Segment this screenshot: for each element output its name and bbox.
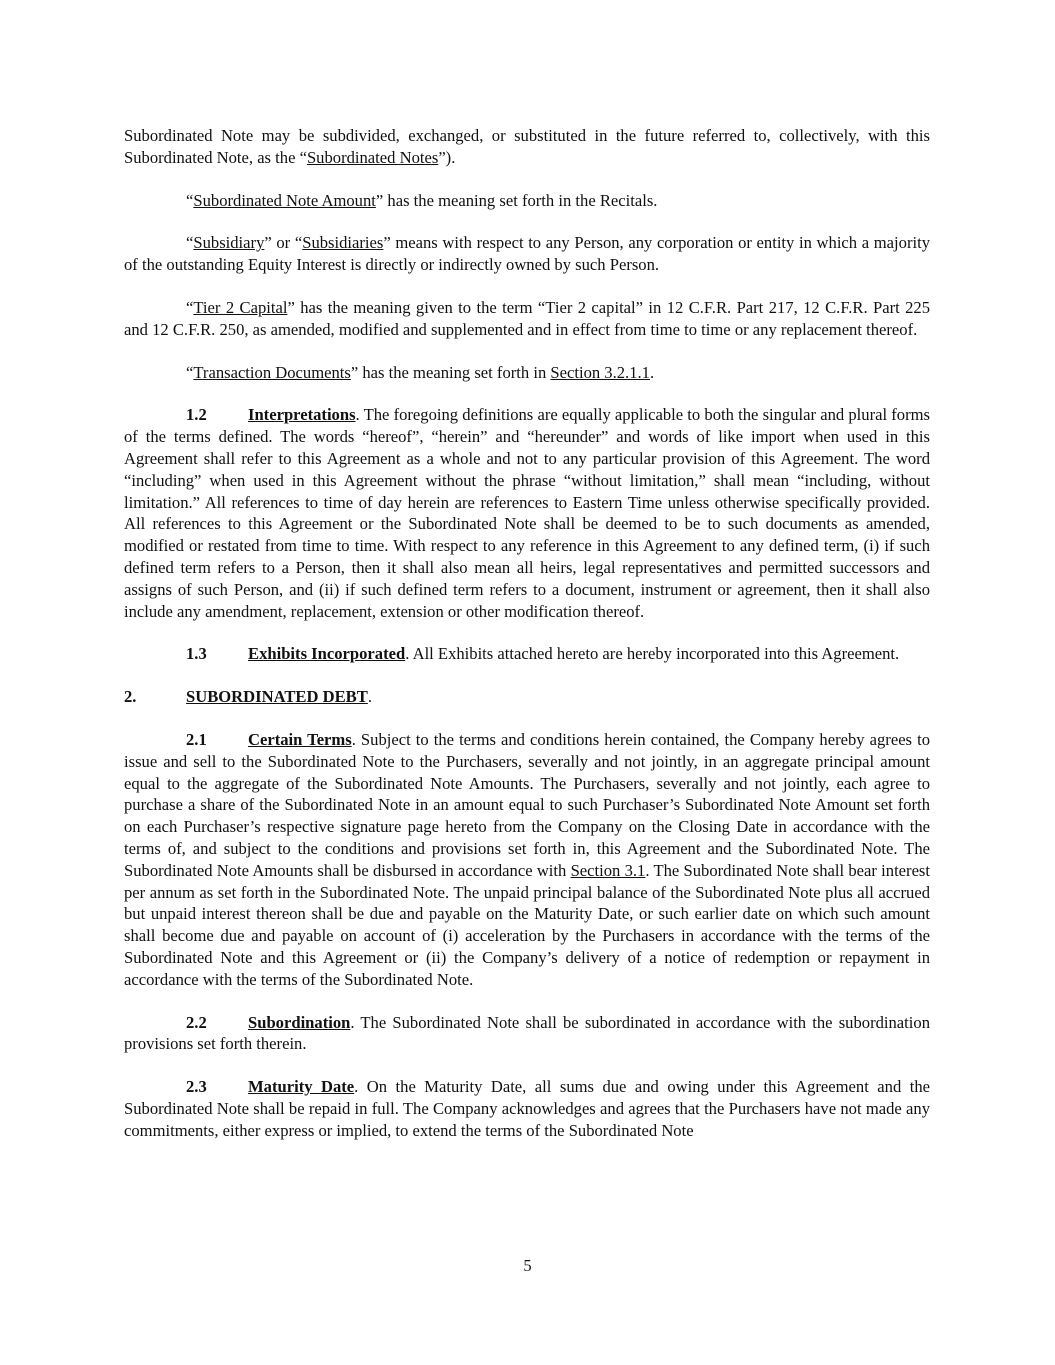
section-1-2 (124, 404, 930, 622)
definition-text: ” has the meaning given to the term “Tier 2 capital” in 12 C.F.R. Part 217, 12 C.F.R. Part 225 and 12 C.F.R. 250, as amended, modified and supplemented and in effect from time to time or any replacement thereof. (124, 297, 930, 339)
definition-transaction-documents: “Transaction Documents” has the meaning set forth in Section 3.2.1.1. (186, 362, 655, 382)
section-number: 2. (124, 687, 137, 707)
section-text: . On the Maturity Date, all sums due and owing under this Agreement and the Subordinated Note shall be repaid in full. The Company acknowledges and agrees that the Purchasers have not made any commitments, either express or implied, to extend the terms of the Subordinated Note (124, 1077, 930, 1140)
section-text: . Subject to the terms and conditions herein contained, the Company hereby agrees to issue and sell to the Subordinated Note to the Purchasers, severally and not jointly, in an aggregate principal amount equal to the aggregate of the Subordinated Note Amounts. The Purchasers, severally and not jointly, each agree to purchase a share of the Subordinated Note in an amount equal to such Purchaser’s Subordinated Note Amount set forth on each Purchaser’s respective signature page hereto from the Company on the Closing Date in accordance with the terms of, and subject to the conditions and provisions set forth in, this Agreement and the Subordinated Note. The Subordinated Note Amounts shall be disbursed in accordance with (124, 729, 930, 880)
section-title: SUBORDINATED DEBT (186, 687, 368, 707)
section-reference: Section 3.1 (570, 860, 646, 880)
section-reference: Section 3.2.1.1 (550, 362, 650, 382)
definition-subordinated-note-amount: “Subordinated Note Amount” has the meaning set forth in the Recitals. (186, 190, 658, 210)
defined-term: Tier 2 Capital (193, 297, 288, 317)
paragraph-intro (124, 125, 930, 169)
defined-term: Subordinated Notes (306, 147, 439, 167)
section-number: 1.2 (186, 405, 207, 425)
section-2-2 (124, 1012, 930, 1056)
definition-tier-2-capital: “Tier 2 Capital” has the meaning given to the term “Tier 2 capital” in 12 C.F.R. Part 217, 12 C.F.R. Part 225 and 12 C.F.R. 250, as amended, modified and supplemented and in effect from time to time or any replacement thereof. (124, 297, 930, 339)
section-text: . The Subordinated Note shall bear interest per annum as set forth in the Subordinated Note. The unpaid principal balance of the Subordinated Note plus all accrued but unpaid interest thereon shall be due and payable on the Maturity Date, or such earlier date on which such amount shall become due and payable on account of (i) acceleration by the Purchasers in accordance with the terms of the Subordinated Note and this Agreement or (ii) the Company’s delivery of a notice of redemption or repayment in accordance with the terms of the Subordinated Note. (124, 860, 931, 989)
section-number: 1.3 (186, 644, 207, 664)
section-title: Interpretations (248, 405, 356, 425)
section-title: Maturity Date (248, 1077, 355, 1097)
paragraph-text: Subordinated Note may be subdivided, exchanged, or substituted in the future referred to, collectively, with this Subordinated Note, as the “ (124, 126, 930, 167)
section-text: . The Subordinated Note shall be subordinated in accordance with the subordination provisions set forth therein. (124, 1012, 930, 1054)
section-text: . The foregoing definitions are equally applicable to both the singular and plural forms of the terms defined. The words “hereof”, “herein” and “hereunder” and words of like import when used in this Agreement shall refer to this Agreement as a whole and not to any particular provision of this Agreement. The word “including” when used in this Agreement without the phrase “without limitation,” shall mean “including, without limitation.” All references to time of day herein are references to Eastern Time unless otherwise specifically provided. All references to this Agreement or the Subordinated Note shall be deemed to be to such documents as amended, modified or restated from time to time. With respect to any reference in this Agreement to any defined term, (i) if such defined term refers to a Person, then it shall also mean all heirs, legal representatives and permitted successors and assigns of such Person, and (ii) if such defined term refers to a document, instrument or agreement, then it shall also include any amendment, replacement, extension or other modification thereof. (124, 405, 930, 621)
definition-subsidiary: “Subsidiary” or “Subsidiaries” means with respect to any Person, any corporation or entity in which a majority of the outstanding Equity Interest is directly or indirectly owned by such Person. (124, 233, 930, 275)
section-title: Subordination (248, 1012, 351, 1032)
section-2-heading: 2. SUBORDINATED DEBT. (124, 687, 372, 707)
section-number: 2.3 (186, 1077, 207, 1097)
section-text: . All Exhibits attached hereto are hereby incorporated into this Agreement. (405, 644, 900, 664)
page-number: 5 (523, 1256, 532, 1275)
page-body (124, 125, 930, 1162)
defined-term: Subsidiary (193, 233, 265, 253)
section-title: Exhibits Incorporated (248, 644, 406, 664)
section-2-3 (124, 1076, 930, 1141)
defined-term: Subordinated Note Amount (193, 190, 376, 210)
section-1-3 (124, 643, 930, 665)
defined-term: Transaction Documents (193, 362, 351, 382)
section-2-1 (124, 729, 930, 991)
definition-text: ” means with respect to any Person, any corporation or entity in which a majority of the outstanding Equity Interest is directly or indirectly owned by such Person. (124, 233, 930, 275)
section-number: 2.1 (186, 729, 207, 749)
section-number: 2.2 (186, 1012, 207, 1032)
definition-text: ” has the meaning set forth in (350, 362, 551, 382)
section-title: Certain Terms (248, 729, 352, 749)
paragraph-tail: ”). (438, 147, 456, 167)
defined-term: Subsidiaries (302, 233, 384, 253)
definition-text: ” has the meaning set forth in the Recitals. (375, 190, 658, 210)
